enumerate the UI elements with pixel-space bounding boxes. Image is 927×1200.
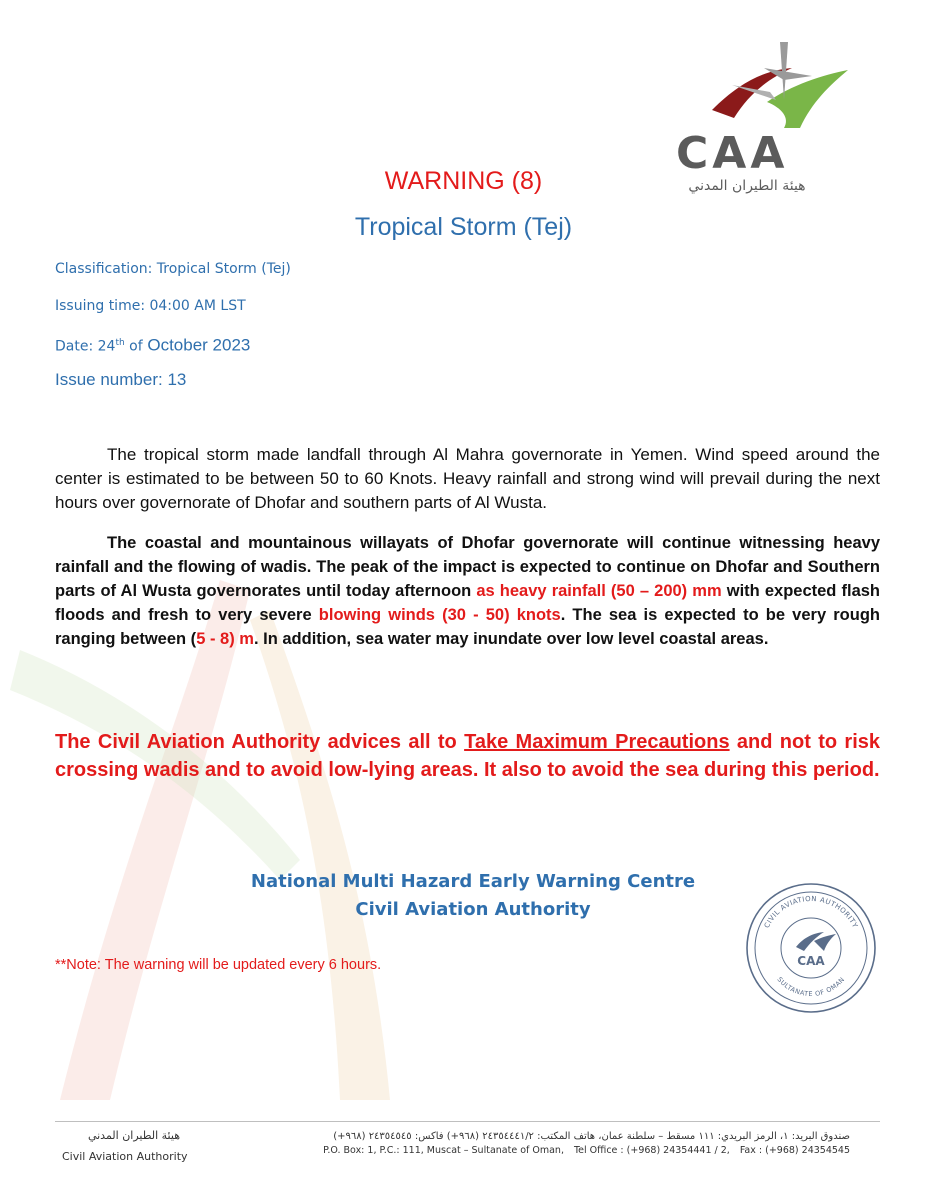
caa-logo <box>672 40 852 194</box>
seal-top-text: CIVIL AVIATION AUTHORITY <box>762 894 860 930</box>
seal-bottom-text: SULTANATE OF OMAN <box>775 975 847 999</box>
date-prefix: Date: 24 <box>55 338 116 355</box>
footer-divider <box>55 1121 880 1122</box>
paragraph-landfall <box>55 443 880 515</box>
advice-text-1: The Civil Aviation Authority advices all to <box>55 731 465 753</box>
footer-arabic-contact: صندوق البريد: ١، الرمز البريدي: ١١١ مسقط – سلطنة عمان، هاتف المكتب: ٢٤٣٥٤٤٤١/٢ (٩٦٨+) فاكس: ٢٤٣٥٤٥٤٥ (٩٦٨+) <box>333 1131 850 1142</box>
svg-text:CIVIL AVIATION AUTHORITY <box>763 895 859 930</box>
caa-seal-stamp <box>744 881 878 1015</box>
caa-logo-mark-icon <box>672 40 852 140</box>
paragraph-impact <box>55 531 880 651</box>
authority-name: Civil Aviation Authority <box>355 899 591 920</box>
footer-english-contact <box>300 1144 850 1158</box>
caa-logo-text: CAA <box>676 128 789 179</box>
classification-line: Classification: Tropical Storm (Tej) <box>55 261 291 277</box>
footer-fax: Fax : (+968) 24354545 <box>739 1145 850 1156</box>
advice-text-2: and not to risk crossing wadis and to avoid low-lying areas. It also to avoid the sea during this period. <box>55 731 880 781</box>
impact-text-3: . The sea is expected to be very rough ranging between ( <box>55 606 880 648</box>
issue-number: Issue number: 13 <box>55 370 187 389</box>
date-of: of <box>124 338 143 355</box>
advice-paragraph <box>55 728 880 784</box>
sea-highlight: 5 - 8) m <box>196 630 254 648</box>
footer-tel: Tel Office : (+968) 24354441 / 2, <box>573 1145 730 1156</box>
centre-name: National Multi Hazard Early Warning Centre <box>250 871 696 892</box>
rainfall-highlight: as heavy rainfall (50 – 200) mm <box>476 582 722 600</box>
impact-text-1: The coastal and mountainous willayats of Dhofar governorate will continue witnessing heavy rainfall and the flowing of wadis. The peak of the impact is expected to continue on Dhofar and Southern parts of Al Wusta governorates until today afternoon <box>55 534 880 600</box>
date-month: October 2023 <box>142 335 251 355</box>
warning-title: WARNING (8) <box>384 167 543 195</box>
advice-emphasis: Take Maximum Precautions <box>464 731 730 753</box>
update-note: **Note: The warning will be updated every 6 hours. <box>55 957 382 973</box>
issuing-time-line: Issuing time: 04:00 AM LST <box>55 298 246 314</box>
svg-text:SULTANATE OF OMAN <box>776 975 847 998</box>
paragraph-landfall-text: The tropical storm made landfall through Al Mahra governorate in Yemen. Wind speed around the center is estimated to be between 50 to 60 Knots. Heavy rainfall and strong wind will prevail during the next hours over governorate of Dhofar and southern parts of Al Wusta. <box>55 445 880 512</box>
impact-text-4: . In addition, sea water may inundate over low level coastal areas. <box>253 630 769 648</box>
issue-number-line <box>55 370 186 391</box>
footer-english-name: Civil Aviation Authority <box>62 1150 188 1163</box>
date-suffix: th <box>115 338 125 348</box>
impact-text-2: with expected flash floods and fresh to very severe <box>55 582 881 624</box>
footer-arabic-name: هيئة الطيران المدني <box>87 1129 180 1142</box>
storm-title: Tropical Storm (Tej) <box>354 213 573 241</box>
caa-logo-arabic: هيئة الطيران المدني <box>688 178 806 194</box>
date-line <box>55 333 250 357</box>
seal-center-text: CAA <box>797 954 825 968</box>
footer-address: P.O. Box: 1, P.C.: 111, Muscat – Sultanate of Oman, <box>323 1145 564 1156</box>
winds-highlight: blowing winds (30 - 50) knots <box>318 606 561 624</box>
